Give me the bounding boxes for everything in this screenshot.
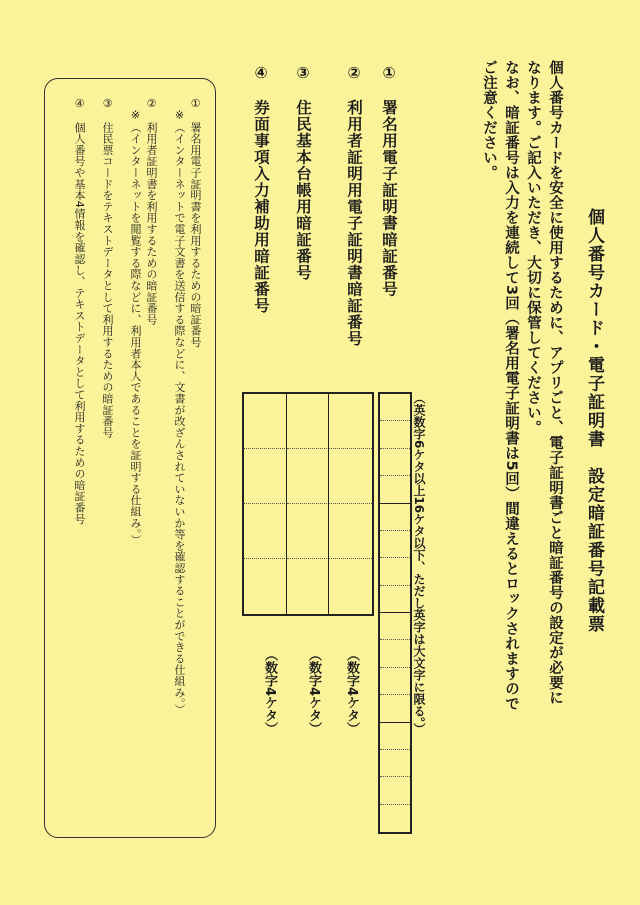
pin-label-resident-registry: ③ 住民基本台帳用暗証番号 [294, 64, 312, 281]
footnote: ④ 個人番号や基本4情報を確認し、テキストデータとして利用するための暗証番号 [73, 97, 86, 525]
intro-line: ご注意ください。 [481, 60, 497, 180]
pin-cell[interactable] [380, 449, 410, 476]
pin-cell[interactable] [380, 613, 410, 640]
pin-cell[interactable] [380, 531, 410, 558]
pin-cell[interactable] [380, 558, 410, 585]
pin-cell[interactable] [244, 394, 287, 449]
pin-cell[interactable] [380, 640, 410, 667]
pin-cell[interactable] [380, 668, 410, 695]
pin-label-card-info: ④ 券面事項入力補助用暗証番号 [252, 64, 270, 314]
footnote: ② 利用者証明書を利用するための暗証番号 [145, 97, 158, 325]
pin-cell[interactable] [329, 504, 372, 559]
pin-cell[interactable] [287, 504, 330, 559]
pin-cell[interactable] [380, 394, 410, 421]
pin-digits-note: （数字4ケタ） [262, 648, 277, 736]
pin-cell[interactable] [329, 559, 372, 614]
pin-digits-note: （数字4ケタ） [306, 648, 321, 736]
pin-cell[interactable] [380, 805, 410, 832]
pin-cell[interactable] [380, 695, 410, 722]
pin-cell[interactable] [380, 723, 410, 750]
pin-cell[interactable] [329, 394, 372, 449]
pin-cell[interactable] [380, 476, 410, 503]
pin-cell[interactable] [380, 750, 410, 777]
intro-line: なります。ご記入いただき、大切に保管してください。 [525, 60, 541, 435]
footnote: ※（インターネットで電子文書を送信する際などに、文書が改ざんされていないか等を確認することができる仕組み。） [173, 97, 186, 715]
pin-cell[interactable] [287, 559, 330, 614]
pin-cell[interactable] [380, 777, 410, 804]
pin-cell[interactable] [244, 504, 287, 559]
pin-label-user-cert: ② 利用者証明用電子証明書暗証番号 [345, 64, 363, 347]
pin-cell[interactable] [287, 449, 330, 504]
footnote-box [44, 78, 216, 838]
pin-digits-note: （数字4ケタ） [344, 648, 359, 736]
pin-cell[interactable] [380, 421, 410, 448]
pin-cell[interactable] [380, 504, 410, 531]
intro-line: なお、暗証番号は入力を連続して3回（署名用電子証明書は5回）間違えるとロックされますので [503, 60, 519, 712]
pin-cell[interactable] [287, 394, 330, 449]
pin-cell[interactable] [244, 449, 287, 504]
alnum-requirement-note: （英数字6ケタ以上16ケタ以下、ただし英字は大文字に限る。） [412, 392, 426, 736]
pin-cell[interactable] [329, 449, 372, 504]
four-digit-pin-entry-grid[interactable] [242, 392, 374, 616]
footnote: ③ 住民票コードをテキストデータとして利用するための暗証番号 [101, 97, 114, 438]
page-title: 個人番号カード・電子証明書 設定暗証番号記載票 [584, 208, 604, 634]
pin-cell[interactable] [244, 559, 287, 614]
signature-pin-entry-grid[interactable] [378, 392, 412, 834]
pin-label-signature: ① 署名用電子証明書暗証番号 [380, 64, 398, 298]
footnote: ※（インターネットを閲覧する際などに、利用者本人であることを証明する仕組み。） [129, 97, 142, 546]
footnote: ① 署名用電子証明書を利用するための暗証番号 [189, 97, 202, 348]
intro-line: 個人番号カードを安全に使用するために、アプリごと、電子証明書ごと暗証番号の設定が必要に [547, 60, 563, 705]
pin-cell[interactable] [380, 586, 410, 613]
